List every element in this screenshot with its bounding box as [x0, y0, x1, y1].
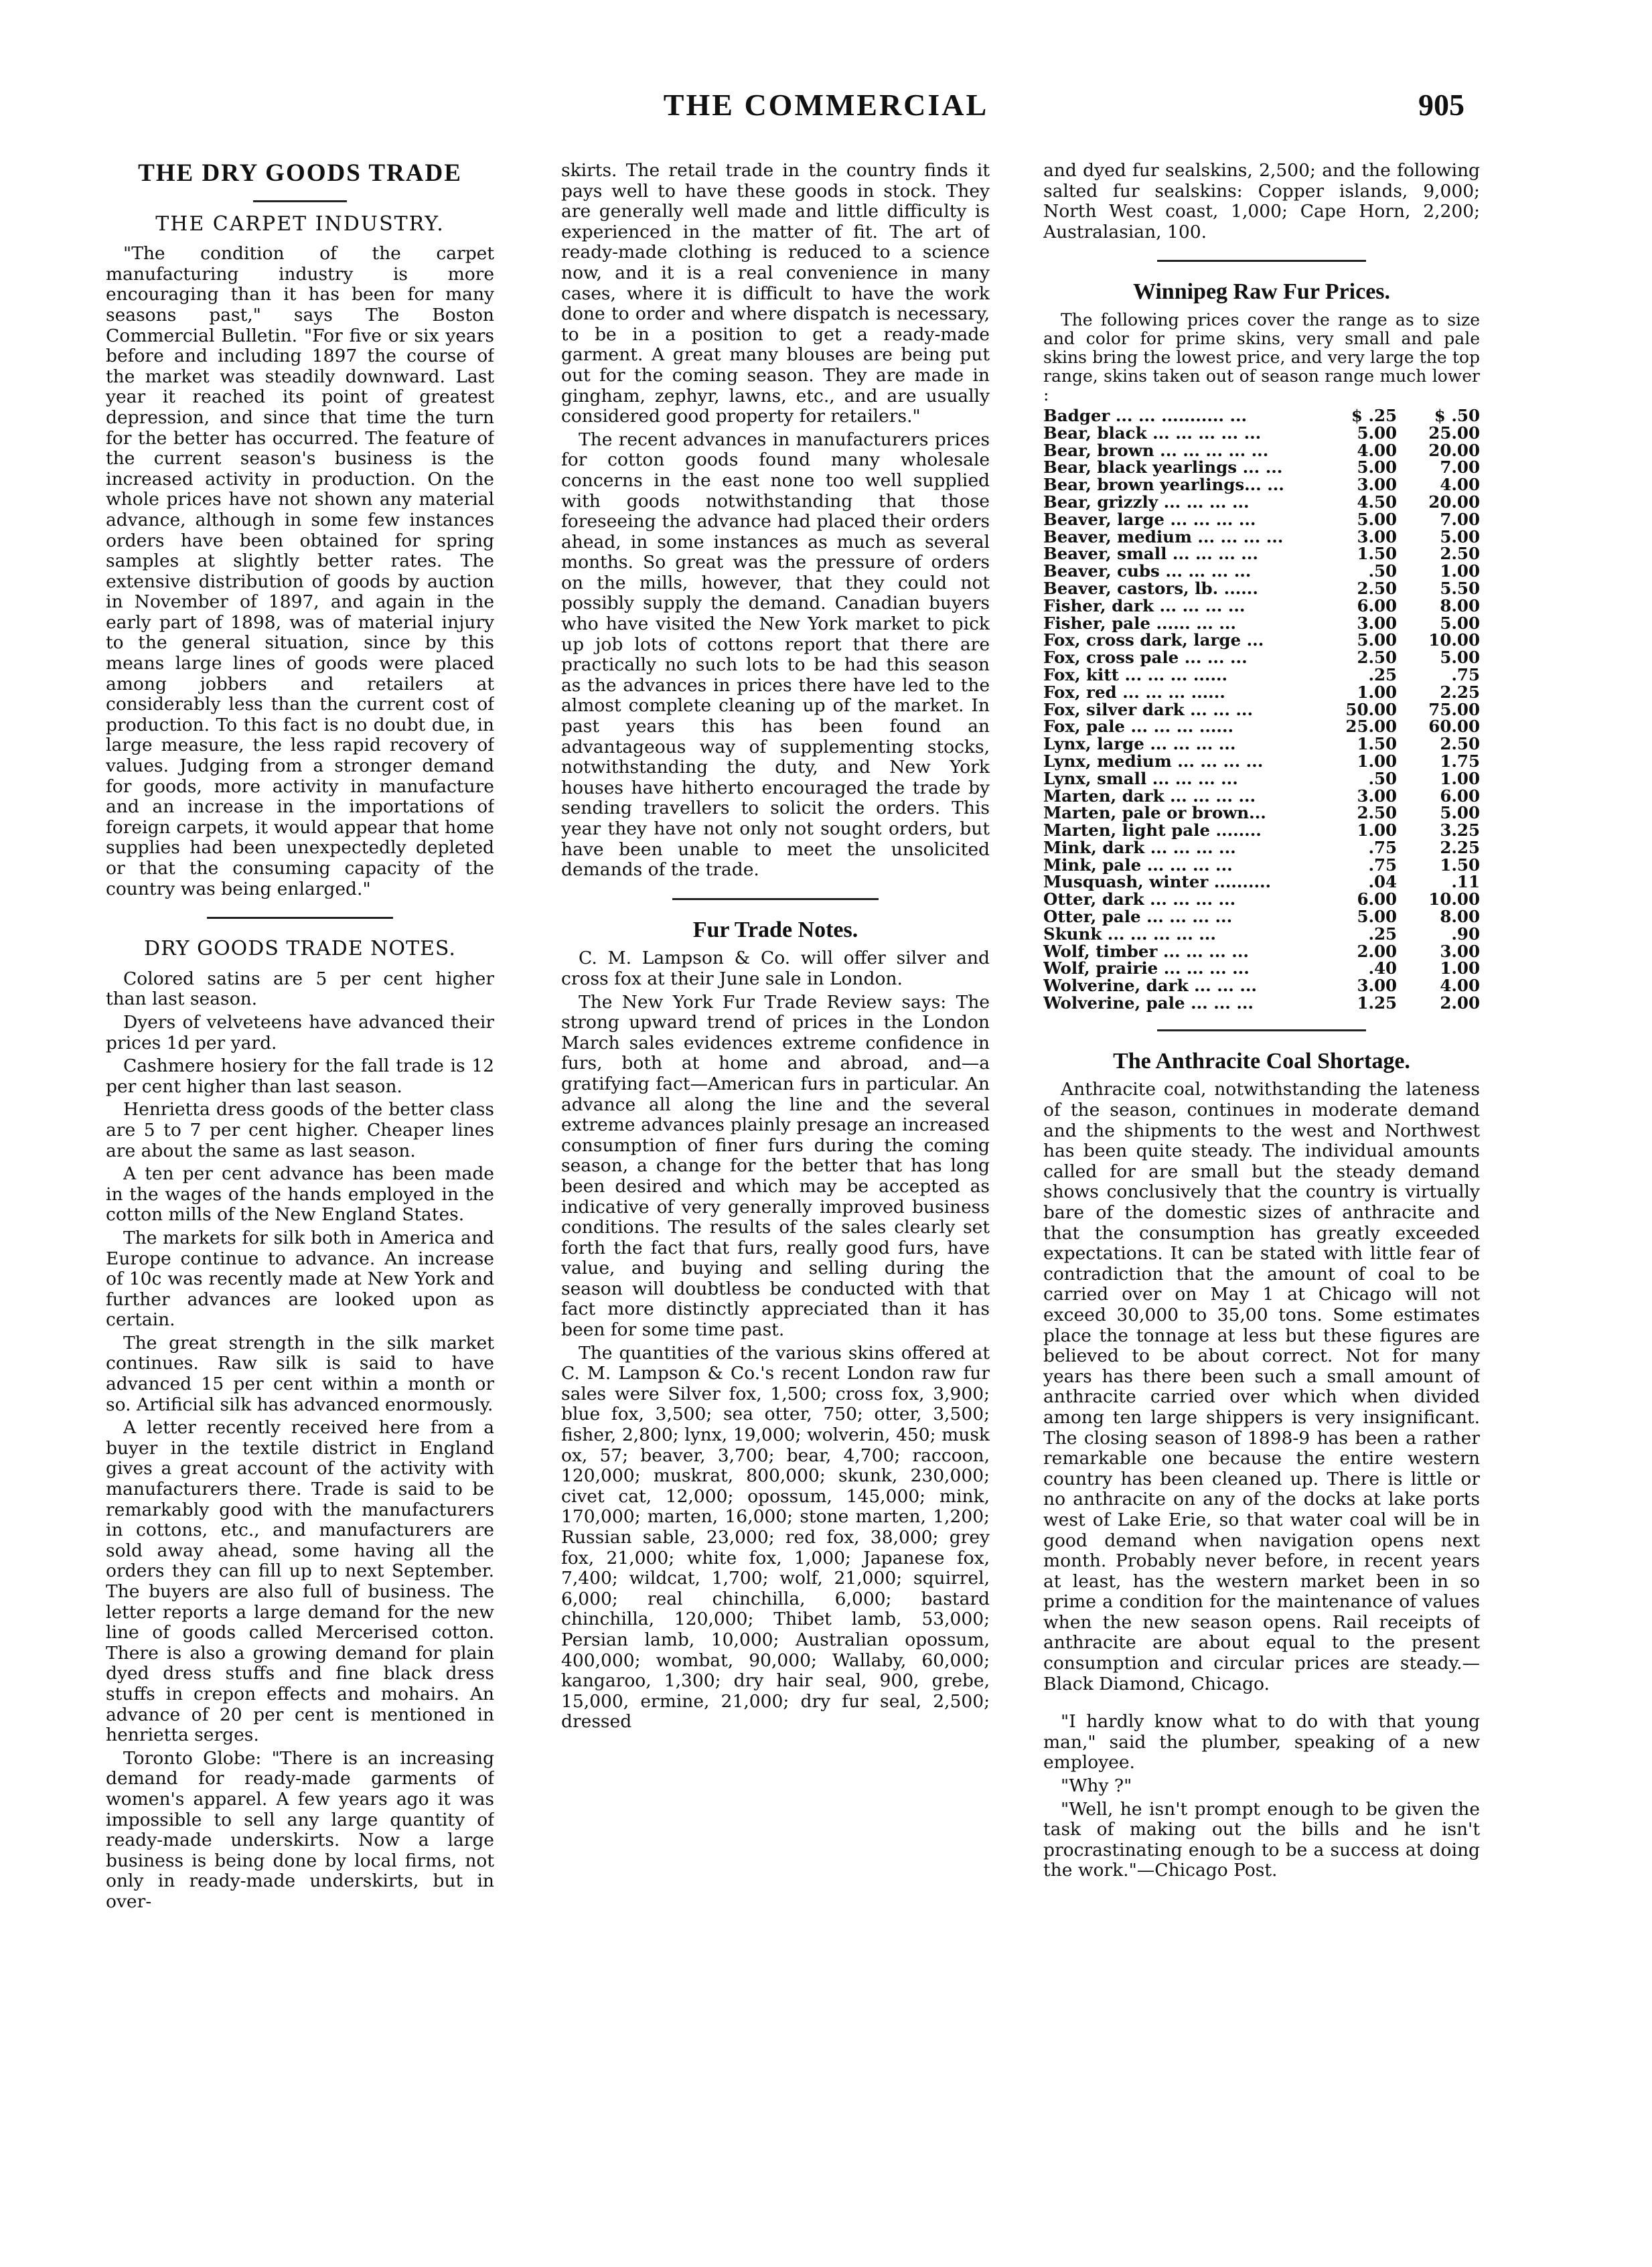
- price-low: .50: [1368, 768, 1398, 788]
- fur-price-row: [1043, 580, 1480, 597]
- dry-goods-notes-heading: DRY GOODS TRADE NOTES.: [144, 937, 456, 961]
- fur-name: Marten, light pale ........: [1043, 820, 1262, 840]
- price-high: .90: [1451, 924, 1480, 944]
- page-number: 905: [1418, 88, 1465, 122]
- price-high: 5.00: [1440, 613, 1480, 633]
- fur-name: Lynx, large ... ... ... ...: [1043, 734, 1236, 754]
- fur-name: Fox, pale ... ... ... ......: [1043, 717, 1234, 737]
- fur-name: Bear, black yearlings ... ...: [1043, 457, 1283, 478]
- carpet-paragraph: "The condition of the carpet manufacturing industry is more encouraging than it has been for many seasons past," says The Boston Commercial Bulletin. "For five or six years before and including 1897 the course of the market was steadily downward. Last year it reached its point of greatest depression, and since that time the turn for the better has occurred. The feature of the current season's business is the increased activity in production. On the whole prices have not shown any material advance, although in some few instances orders have been obtained for spring samples at slightly better rates. The extensive distribution of goods by auction in November of 1897, and again in the early part of 1898, was of material injury to the general situation, since by this means large lines of goods were placed among jobbers and retailers at considerably less than the current cost of production. To this fact is no doubt due, in large measure, the less rapid recovery of values. Judging from a stronger demand for goods, more activity in manufacture and an increase in the importations of foreign carpets, it would appear that home supplies had been unexpectedly depleted or that the consuming capacity of the country was being enlarged.": [106, 243, 494, 899]
- journal-title: THE COMMERCIAL: [663, 88, 989, 122]
- price-high: 2.50: [1440, 734, 1480, 754]
- price-high: 1.00: [1440, 561, 1480, 581]
- fur-paragraph: C. M. Lampson & Co. will offer silver and cross fox at their June sale in London.: [561, 948, 990, 989]
- price-low: 3.00: [1357, 475, 1398, 495]
- fur-name: Fox, kitt ... ... ... ......: [1043, 664, 1228, 684]
- fur-price-row: [1043, 511, 1480, 528]
- continued-paragraph: and dyed fur sealskins, 2,500; and the following salted fur sealskins: Copper islands, 9,000; North West coast, 1,000; Cape Horn, 2,200; Australasian, 100.: [1043, 161, 1480, 242]
- fur-name: Wolf, prairie ... ... ... ...: [1043, 958, 1250, 978]
- fur-price-row: [1043, 770, 1480, 788]
- price-low: 5.00: [1357, 457, 1398, 478]
- price-high: 3.25: [1440, 820, 1480, 840]
- fur-name: Badger ... ... ........... ...: [1043, 405, 1248, 425]
- price-high: 8.00: [1440, 595, 1480, 615]
- price-low: .25: [1368, 664, 1398, 684]
- fur-price-row: [1043, 425, 1480, 442]
- fur-name: Beaver, small ... ... ... ...: [1043, 544, 1258, 564]
- anecdote-paragraph: "Why ?": [1061, 1775, 1132, 1797]
- fur-price-row: [1043, 839, 1480, 857]
- fur-name: Marten, dark ... ... ... ...: [1043, 786, 1256, 806]
- continued-paragraph: skirts. The retail trade in the country finds it pays well to have these goods in stock. They are generally well made and little difficulty is experienced in the matter of fit. The art of ready-made clothing is reduced to a science now, and it is a real convenience in many cases, where it is difficult to have the work done to order and where dispatch is necessary, to be in a position to get a ready-made garment. A great many blouses are being put out for the coming season. They are made in gingham, zephyr, lawns, etc., and are usually considered good property for retailers.": [561, 161, 990, 427]
- price-low: $ .25: [1351, 405, 1398, 425]
- note-paragraph: The great strength in the silk market continues. Raw silk is said to have advanced 15 per cent within a month or so. Artificial silk has advanced enormously.: [106, 1332, 494, 1415]
- fur-name: Beaver, castors, lb. ......: [1043, 578, 1258, 598]
- price-low: 3.00: [1357, 976, 1398, 996]
- price-high: 10.00: [1428, 889, 1480, 909]
- column-1: [106, 161, 494, 2200]
- price-low: 3.00: [1357, 786, 1398, 806]
- price-high: 5.00: [1440, 526, 1480, 546]
- fur-paragraph: The quantities of the various skins offered at C. M. Lampson & Co.'s recent London raw fur sales were Silver fox, 1,500; cross fox, 3,900; blue fox, 3,500; sea otter, 750; otter, 3,500; fisher, 2,800; lynx, 19,000; wolverin, 450; musk ox, 57; beaver, 3,700; bear, 4,700; raccoon, 120,000; muskrat, 800,000; skunk, 230,000; civet cat, 12,000; opossum, 145,000; mink, 170,000; marten, 16,000; stone marten, 1,200; Russian sable, 23,000; red fox, 38,000; grey fox, 21,000; white fox, 1,000; Japanese fox, 7,400; wildcat, 1,700; wolf, 21,000; squirrel, 6,000; real chinchilla, 6,000; bastard chinchilla, 120,000; Thibet lamb, 53,000; Persian lamb, 10,000; Australian opossum, 400,000; wombat, 90,000; Wallaby, 60,000; kangaroo, 1,300; dry hair seal, 900, grebe, 15,000, ermine, 21,000; dry fur seal, 2,500; dressed: [561, 1342, 990, 1733]
- price-high: 6.00: [1440, 786, 1480, 806]
- fur-price-row: [1043, 857, 1480, 874]
- price-low: .50: [1368, 561, 1398, 581]
- fur-price-row: [1043, 545, 1480, 563]
- fur-name: Mink, dark ... ... ... ...: [1043, 837, 1236, 857]
- price-high: 1.75: [1440, 751, 1480, 771]
- divider-rule: [1157, 1029, 1367, 1031]
- price-low: 5.00: [1357, 907, 1398, 927]
- fur-price-row: [1043, 632, 1480, 649]
- fur-price-row: [1043, 788, 1480, 805]
- carpet-heading: THE CARPET INDUSTRY.: [155, 212, 445, 236]
- fur-price-row: [1043, 701, 1480, 719]
- fur-name: Bear, brown ... ... ... ... ...: [1043, 440, 1269, 460]
- fur-name: Marten, pale or brown...: [1043, 803, 1266, 823]
- price-high: 4.00: [1440, 475, 1480, 495]
- price-high: 1.00: [1440, 958, 1480, 978]
- price-low: 1.00: [1357, 682, 1398, 702]
- anecdote-paragraph: "I hardly know what to do with that young man," said the plumber, speaking of a new employee.: [1043, 1711, 1480, 1773]
- fur-price-row: [1043, 597, 1480, 615]
- divider-rule: [672, 898, 878, 900]
- price-low: 4.00: [1357, 440, 1398, 460]
- fur-price-row: [1043, 442, 1480, 459]
- price-low: 4.50: [1357, 492, 1398, 512]
- fur-name: Otter, dark ... ... ... ...: [1043, 889, 1236, 909]
- fur-name: Lynx, medium ... ... ... ...: [1043, 751, 1264, 771]
- fur-name: Bear, brown yearlings... ...: [1043, 475, 1284, 495]
- note-paragraph: A letter recently received here from a buyer in the textile district in England gives a great account of the activity with manufacturers there. Trade is said to be remarkably good with the manufacturers in cottons, etc., and manufacturers are sold away ahead, some having all the orders they can fill up to next September. The buyers are also full of business. The letter reports a large demand for the new line of goods called Mercerised cotton. There is also a growing demand for plain dyed dress stuffs and fine black dress stuffs in crepon effects and mohairs. An advance of 20 per cent is mentioned in henrietta serges.: [106, 1417, 494, 1746]
- fur-name: Bear, black ... ... ... ... ...: [1043, 423, 1262, 443]
- fur-name: Wolverine, dark ... ... ...: [1043, 976, 1257, 996]
- coal-heading: The Anthracite Coal Shortage.: [1113, 1048, 1410, 1074]
- fur-name: Mink, pale ... ... ... ...: [1043, 855, 1233, 875]
- price-high: 5.50: [1440, 578, 1480, 598]
- fur-name: Fox, cross pale ... ... ...: [1043, 648, 1248, 668]
- fur-price-row: [1043, 563, 1480, 580]
- note-paragraph: A ten per cent advance has been made in the wages of the hands employed in the cotton mills of the New England States.: [106, 1163, 494, 1226]
- price-low: 2.50: [1357, 648, 1398, 668]
- fur-name: Musquash, winter ..........: [1043, 872, 1272, 892]
- price-low: .40: [1368, 958, 1398, 978]
- price-high: $ .50: [1434, 405, 1480, 425]
- fur-price-row: [1043, 891, 1480, 908]
- fur-name: Fox, red ... ... ... ......: [1043, 682, 1225, 702]
- fur-price-table: [1043, 407, 1480, 1012]
- price-high: 7.00: [1440, 509, 1480, 529]
- price-high: .11: [1451, 872, 1480, 892]
- fur-notes-heading: Fur Trade Notes.: [692, 917, 858, 942]
- note-paragraph: The markets for silk both in America and Europe continue to advance. An increase of 10c was recently made at New York and further advances are looked upon as certain.: [106, 1227, 494, 1331]
- price-high: 25.00: [1428, 423, 1480, 443]
- fur-name: Fisher, pale ...... ... ...: [1043, 613, 1236, 633]
- price-high: 20.00: [1428, 440, 1480, 460]
- fur-name: Beaver, cubs ... ... ... ...: [1043, 561, 1252, 581]
- divider-rule: [253, 200, 346, 202]
- fur-price-row: [1043, 908, 1480, 926]
- price-high: 10.00: [1428, 630, 1480, 650]
- price-low: .75: [1368, 855, 1398, 875]
- fur-price-row: [1043, 684, 1480, 701]
- fur-price-row: [1043, 995, 1480, 1012]
- price-high: 4.00: [1440, 976, 1480, 996]
- dry-goods-title: THE DRY GOODS TRADE: [138, 161, 462, 187]
- column-3: [1043, 161, 1480, 2200]
- fur-name: Fox, silver dark ... ... ...: [1043, 699, 1253, 719]
- cotton-paragraph: The recent advances in manufacturers prices for cotton goods found many wholesale concerns in the east none too well supplied with goods notwithstanding that those foreseeing the advance had placed their orders ahead, in some instances as much as several months. So great was the pressure of orders on the mills, however, that they could not possibly supply the demand. Canadian buyers who have visited the New York market to pick up job lots of cottons report that there are practically no such lots to be had this season as the advances in prices there have led to the almost complete cleaning up of the market. In past years this has been found an advantageous way of supplementing stocks, notwithstanding the duty, and New York houses have hitherto encouraged the trade by sending travellers to solicit the orders. This year they have not only not sought orders, but have been unable to meet the unsolicited demands of the trade.: [561, 429, 990, 881]
- price-high: 5.00: [1440, 803, 1480, 823]
- price-low: 25.00: [1345, 717, 1398, 737]
- price-high: 3.00: [1440, 941, 1480, 961]
- price-low: 3.00: [1357, 613, 1398, 633]
- price-low: 6.00: [1357, 889, 1398, 909]
- fur-paragraph: The New York Fur Trade Review says: The strong upward trend of prices in the London March sales evidences extreme confidence in furs, both at home and abroad, and—a gratifying fact—American furs in particular. An advance all along the line and the several extreme advances plainly presage an increased consumption of finer furs during the coming season, a change for the better that has long been desired and which may be accepted as indicative of very generally improved business conditions. The results of the sales clearly set forth the fact that furs, really good furs, have value, and buying and selling during the season will doubtless be conducted with that fact more distinctly appreciated than it has been for some time past.: [561, 991, 990, 1341]
- fur-price-row: [1043, 528, 1480, 546]
- price-low: 6.00: [1357, 595, 1398, 615]
- price-low: 50.00: [1345, 699, 1398, 719]
- price-low: 5.00: [1357, 630, 1398, 650]
- price-high: .75: [1451, 664, 1480, 684]
- price-low: 2.00: [1357, 941, 1398, 961]
- column-2: [561, 161, 990, 2200]
- fur-price-row: [1043, 977, 1480, 995]
- fur-price-row: [1043, 753, 1480, 770]
- fur-price-row: [1043, 822, 1480, 839]
- price-low: 2.50: [1357, 578, 1398, 598]
- price-high: 60.00: [1428, 717, 1480, 737]
- running-head: [0, 87, 1652, 134]
- fur-price-row: [1043, 873, 1480, 891]
- price-low: 5.00: [1357, 509, 1398, 529]
- price-high: 2.00: [1440, 993, 1480, 1013]
- fur-name: Bear, grizzly ... ... ... ...: [1043, 492, 1250, 512]
- note-paragraph: Toronto Globe: "There is an increasing demand for ready-made garments of women's apparel. A few years ago it was impossible to sell any large quantity of ready-made underskirts. Now a large business is being done by local firms, not only in ready-made underskirts, but in over-: [106, 1747, 494, 1912]
- price-low: 2.50: [1357, 803, 1398, 823]
- fur-price-row: [1043, 459, 1480, 476]
- price-low: 1.50: [1357, 544, 1398, 564]
- price-low: 1.50: [1357, 734, 1398, 754]
- fur-name: Fox, cross dark, large ...: [1043, 630, 1264, 650]
- fur-price-row: [1043, 804, 1480, 822]
- winnipeg-intro: The following prices cover the range as to size and color for prime skins, very small and pale skins bring the lowest price, and very large the top range, skins taken out of season range much lower :: [1043, 309, 1480, 405]
- anecdote-paragraph: "Well, he isn't prompt enough to be given the task of making out the bills and he isn't procrastinating enough to be a success at doing the work."—Chicago Post.: [1043, 1798, 1480, 1881]
- fur-name: Wolverine, pale ... ... ...: [1043, 993, 1254, 1013]
- fur-name: Fisher, dark ... ... ... ...: [1043, 595, 1246, 615]
- note-paragraph: Colored satins are 5 per cent higher than last season.: [106, 968, 494, 1010]
- note-paragraph: Dyers of velveteens have advanced their prices 1d per yard.: [106, 1011, 494, 1053]
- price-high: 1.00: [1440, 768, 1480, 788]
- price-high: 5.00: [1440, 648, 1480, 668]
- fur-name: Beaver, large ... ... ... ...: [1043, 509, 1256, 529]
- price-low: 1.00: [1357, 820, 1398, 840]
- fur-price-row: [1043, 494, 1480, 511]
- fur-price-row: [1043, 943, 1480, 960]
- fur-price-row: [1043, 666, 1480, 684]
- price-low: 1.00: [1357, 751, 1398, 771]
- fur-price-row: [1043, 718, 1480, 735]
- fur-price-row: [1043, 476, 1480, 494]
- divider-rule: [1157, 260, 1367, 262]
- price-high: 8.00: [1440, 907, 1480, 927]
- price-high: 20.00: [1428, 492, 1480, 512]
- fur-name: Wolf, timber ... ... ... ...: [1043, 941, 1249, 961]
- fur-price-row: [1043, 407, 1480, 425]
- fur-price-row: [1043, 926, 1480, 943]
- price-low: .04: [1368, 872, 1398, 892]
- divider-rule: [207, 917, 393, 919]
- price-high: 75.00: [1428, 699, 1480, 719]
- coal-paragraph: Anthracite coal, notwithstanding the lateness of the season, continues in moderate demand and the shipments to the west and Northwest has been quite steady. The individual amounts called for are small but the steady demand shows conclusively that the country is virtually bare of the domestic sizes of anthracite and that the consumption has greatly exceeded expectations. It can be stated with little fear of contradiction that the amount of coal to be carried over on May 1 at Chicago will not exceed 30,000 to 35,00 tons. Some estimates place the tonnage at less but these figures are believed to be about correct. Not for many years has there been such a small amount of anthracite carried over which when divided among ten large shippers is very insignificant. The closing season of 1898-9 has been a rather remarkable one because the entire western country has been cleaned up. There is little or no anthracite on any of the docks at lake ports west of Lake Erie, so that water coal will be in good demand when navigation opens next month. Probably never before, in recent years at least, has the western market been in so prime a condition for the maintenance of values when the new season opens. Rail receipts of anthracite are about equal to the present consumption and circular prices are steady.—Black Diamond, Chicago.: [1043, 1079, 1480, 1694]
- price-low: 1.25: [1357, 993, 1398, 1013]
- fur-price-row: [1043, 960, 1480, 977]
- fur-price-row: [1043, 649, 1480, 666]
- fur-price-row: [1043, 735, 1480, 753]
- fur-name: Beaver, medium ... ... ... ...: [1043, 526, 1284, 546]
- note-paragraph: Henrietta dress goods of the better class are 5 to 7 per cent higher. Cheaper lines are about the same as last season.: [106, 1099, 494, 1161]
- price-high: 2.25: [1440, 682, 1480, 702]
- price-high: 2.25: [1440, 837, 1480, 857]
- fur-name: Lynx, small ... ... ... ...: [1043, 768, 1238, 788]
- price-high: 1.50: [1440, 855, 1480, 875]
- fur-name: Otter, pale ... ... ... ...: [1043, 907, 1233, 927]
- price-low: 3.00: [1357, 526, 1398, 546]
- fur-name: Skunk ... ... ... ... ...: [1043, 924, 1216, 944]
- price-high: 7.00: [1440, 457, 1480, 478]
- price-high: 2.50: [1440, 544, 1480, 564]
- price-low: 5.00: [1357, 423, 1398, 443]
- winnipeg-heading: Winnipeg Raw Fur Prices.: [1132, 279, 1391, 305]
- price-low: .75: [1368, 837, 1398, 857]
- price-low: .25: [1368, 924, 1398, 944]
- fur-price-row: [1043, 615, 1480, 632]
- note-paragraph: Cashmere hosiery for the fall trade is 12 per cent higher than last season.: [106, 1055, 494, 1097]
